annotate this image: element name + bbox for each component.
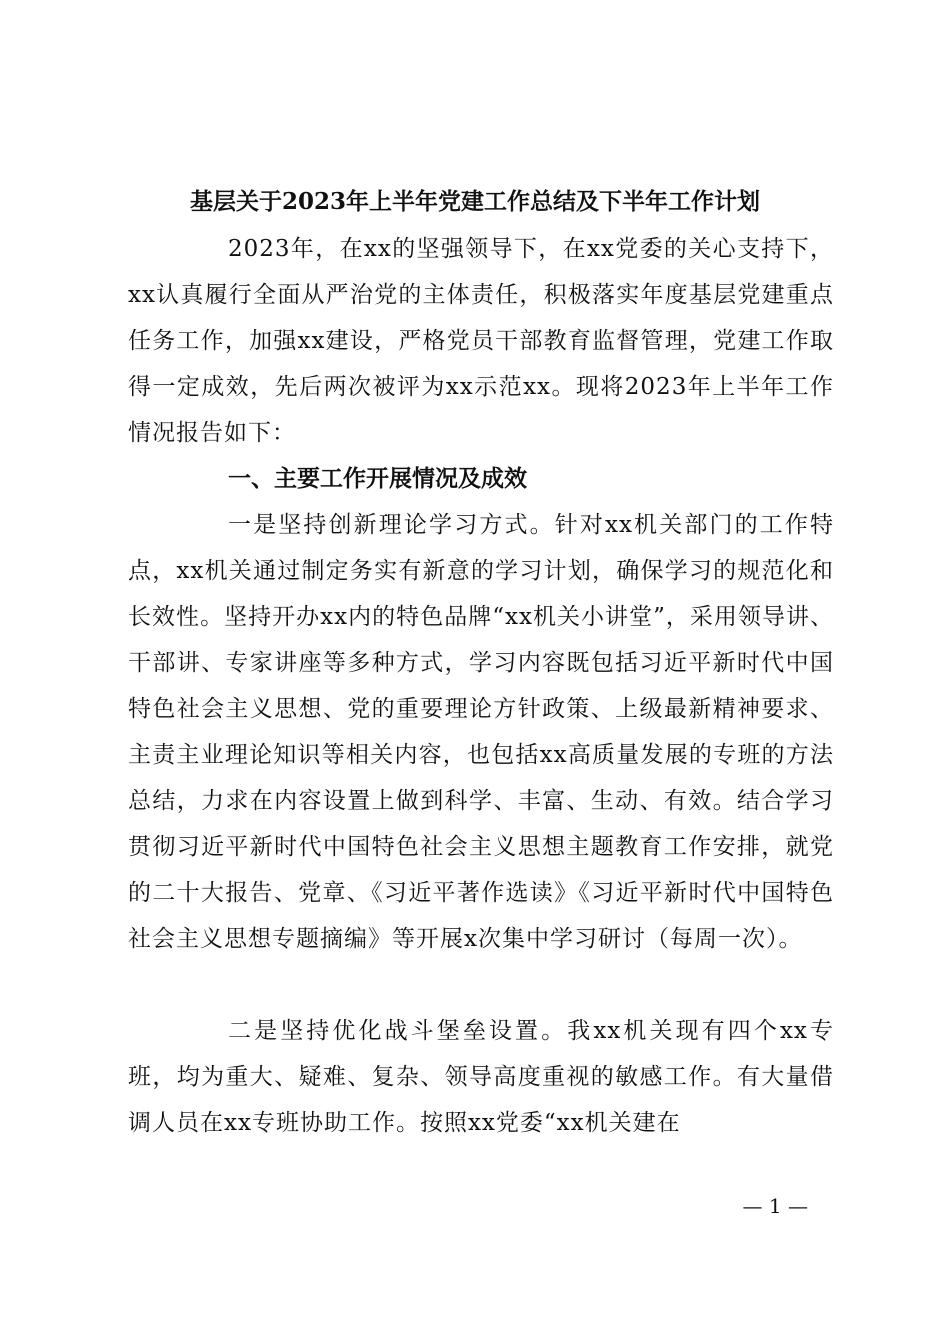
section-heading: 一、主要工作开展情况及成效 [228, 466, 527, 492]
paragraph-item-two: 二是坚持优化战斗堡垒设置。我xx机关现有四个xx专班，均为重大、疑难、复杂、领导高度重视的敏感工作。有大量借调人员在xx专班协助工作。按照xx党委“xx机关建在 [128, 1018, 834, 1136]
document-title: 基层关于2023年上半年党建工作总结及下半年工作计划 [189, 188, 760, 215]
page-number: — 1 — [742, 1194, 808, 1218]
intro-paragraph: 2023年，在xx的坚强领导下，在xx党委的关心支持下，xx认真履行全面从严治党的主体责任，积极落实年度基层党建重点任务工作，加强xx建设，严格党员干部教育监督管理，党建工作取得一定成效，先后两次被评为xx示范xx。现将2023年上半年工作情况报告如下： [128, 236, 834, 446]
paragraph-item-one: 一是坚持创新理论学习方式。针对xx机关部门的工作特点，xx机关通过制定务实有新意的学习计划，确保学习的规范化和长效性。坚持开办xx内的特色品牌“xx机关小讲堂”，采用领导讲、干部讲、专家讲座等多种方式，学习内容既包括习近平新时代中国特色社会主义思想、党的重要理论方针政策、上级最新精神要求、主责主业理论知识等相关内容，也包括xx高质量发展的专班的方法总结，力求在内容设置上做到科学、丰富、生动、有效。结合学习贯彻习近平新时代中国特色社会主义思想主题教育工作安排，就党的二十大报告、党章、《习近平著作选读》《习近平新时代中国特色社会主义思想专题摘编》等开展x次集中学习研讨（每周一次）。 [128, 512, 834, 952]
